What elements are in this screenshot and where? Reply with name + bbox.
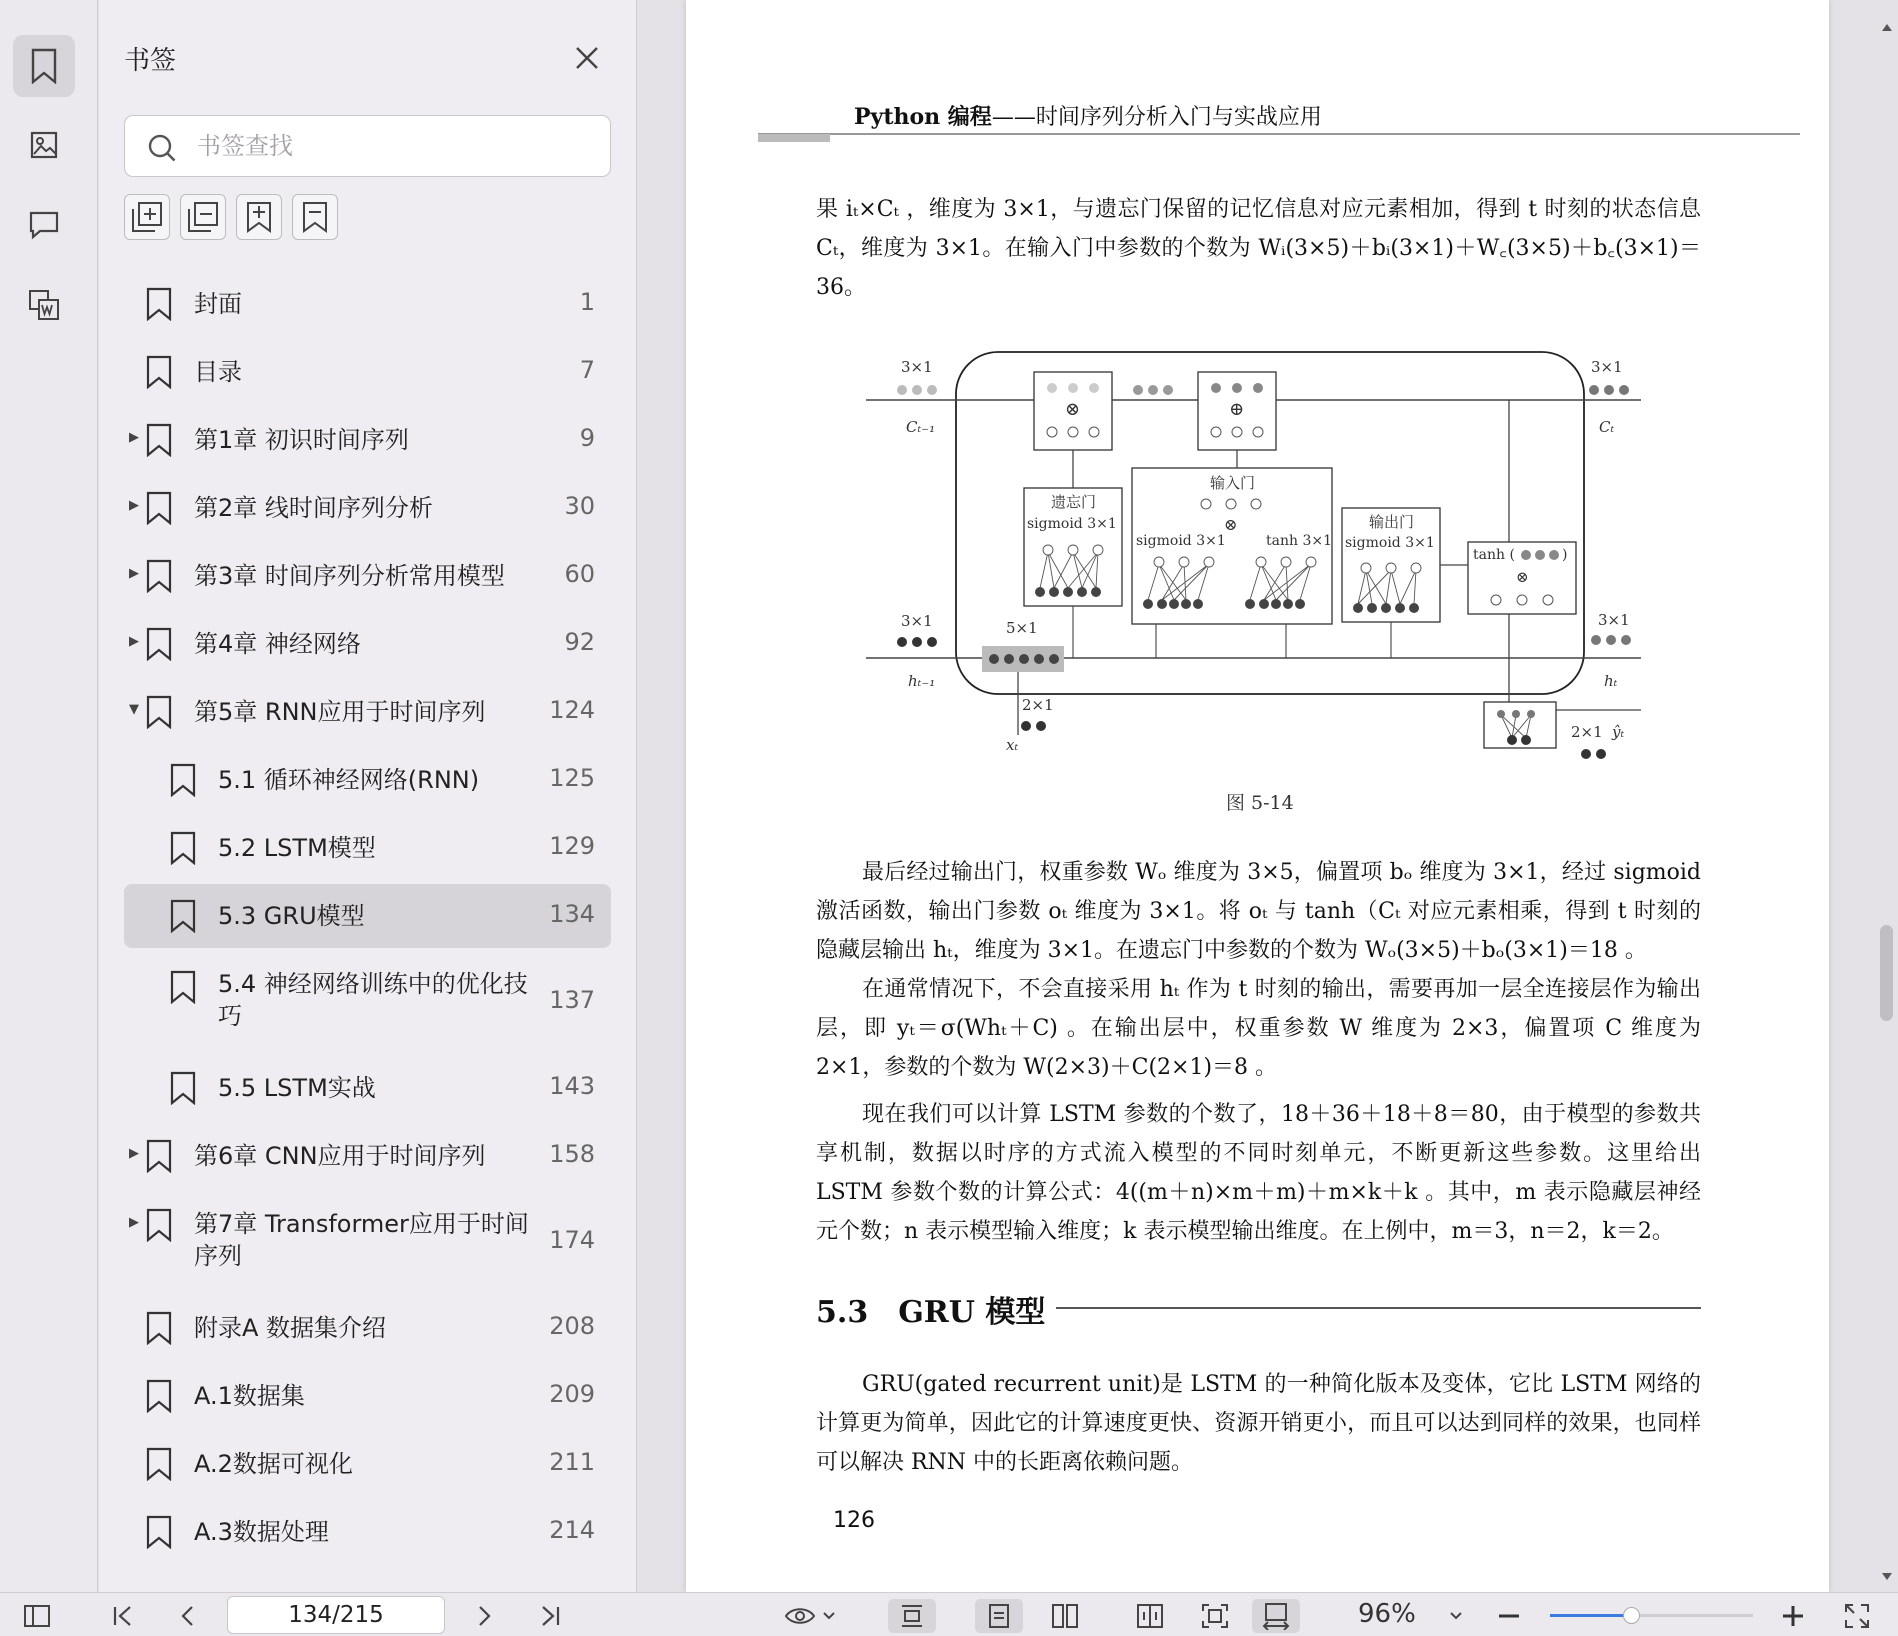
cell-out-dots [1589,385,1629,395]
running-head [854,100,1322,131]
first-page-button[interactable] [108,1599,138,1633]
panel-title: 书签 [124,46,177,76]
bookmark-label: A.1数据集 [194,1382,305,1410]
bookmark-icon [169,899,197,933]
bookmark-item[interactable] [124,474,611,542]
dim-label: 3×1 [901,358,933,376]
bookmark-page: 158 [549,1140,595,1168]
attachment-icon [27,288,61,322]
zoom-out-button[interactable] [1494,1599,1524,1633]
bookmark-label: 目录 [194,358,242,386]
tanh-label: tanh 3×1 [1266,533,1333,549]
bookmark-label: 第5章 RNN应用于时间序列 [194,698,486,726]
bookmark-item[interactable] [124,678,611,746]
bookmark-icon [169,763,197,797]
image-icon [29,130,59,160]
bookmark-page: 129 [549,832,595,860]
thumbnails-tab[interactable] [13,114,75,176]
bookmark-page: 208 [549,1312,595,1340]
fit-width-button[interactable] [1252,1599,1300,1633]
zoom-in-button[interactable] [1778,1599,1808,1633]
bookmark-label: 第7章 Transformer应用于时间序列 [194,1210,529,1270]
bookmark-icon [145,559,173,593]
section-heading: 5.3 GRU 模型 [816,1295,1046,1330]
multiply-icon: ⊗ [1065,399,1081,420]
bookmark-icon [145,287,173,321]
page-number-input[interactable]: 134/215 [227,1596,445,1634]
dim-label: 3×1 [1598,611,1630,629]
zoom-slider-fill [1550,1614,1631,1617]
multiply-top-dots [1047,383,1099,393]
bookmark-icon [145,423,173,457]
bookmark-icon [169,970,197,1004]
between-dots [1133,385,1173,395]
add-bookmark-button[interactable] [236,194,282,240]
next-page-button[interactable] [470,1599,500,1633]
expand-all-button[interactable] [124,194,170,240]
bookmark-item[interactable] [124,1190,611,1294]
bookmark-page: 214 [549,1516,595,1544]
double-page-icon [1051,1603,1079,1629]
bookmark-label: 附录A 数据集介绍 [194,1314,387,1342]
expand-arrow-icon[interactable]: ▶ [129,566,139,581]
scroll-down-icon[interactable] [1881,1572,1893,1582]
bookmark-search-input[interactable] [197,128,587,164]
tanh-multiply: ⊗ [1516,568,1529,586]
bookmark-item[interactable] [124,950,611,1054]
bookmark-item[interactable] [124,814,611,882]
bookmark-item[interactable] [124,1294,611,1362]
expand-arrow-icon[interactable]: ▶ [129,1215,139,1230]
expand-arrow-icon[interactable]: ▶ [129,1146,139,1161]
close-panel-button[interactable] [573,44,601,72]
bookmark-panel [99,0,637,1592]
paragraph: 最后经过输出门，权重参数 Wₒ 维度为 3×5，偏置项 bₒ 维度为 3×1，经过 sigmoid 激活函数，输出门参数 oₜ 维度为 3×1。将 oₜ 与 tanh（Cₜ 对应元素相乘，得到 t 时刻的隐藏层输出 hₜ，维度为 3×1。在遗忘门中参数的个数为 Wₒ(3×5)＋bₒ(3×1)＝18 。 [816,860,1701,963]
scrollbar-thumb[interactable] [1880,925,1893,1021]
search-icon [147,133,177,163]
bookmark-label: 5.2 LSTM模型 [218,834,376,862]
h-t-label: hₜ [1604,672,1618,690]
double-page-button[interactable] [1045,1599,1085,1633]
bookmark-page: 124 [549,696,595,724]
dense-top-dots [1497,710,1535,718]
zoom-level[interactable]: 96% [1358,1599,1416,1629]
zoom-slider[interactable] [1550,1614,1753,1617]
first-page-icon [112,1604,134,1628]
bookmark-label: 第1章 初识时间序列 [194,426,409,454]
fullscreen-icon [1844,1603,1870,1629]
fit-height-icon [899,1603,925,1629]
bookmark-label: 第2章 线时间序列分析 [194,494,433,522]
bookmark-page: 9 [579,424,595,452]
dim-label: 2×1 [1571,723,1603,741]
tanh-close: ) [1562,547,1568,563]
bookmark-label: 5.4 神经网络训练中的优化技巧 [218,970,528,1030]
lstm-diagram [856,340,1656,770]
zoom-dropdown-button[interactable] [1444,1599,1468,1633]
bookmark-page: 1 [579,288,595,316]
bookmark-item[interactable] [124,1122,611,1190]
bookmark-item[interactable] [124,270,611,338]
expand-arrow-icon[interactable]: ▶ [129,634,139,649]
bookmark-page: 30 [564,492,595,520]
fit-width-icon [1262,1602,1290,1630]
bookmark-item-active[interactable] [124,884,611,948]
bookmark-label: 第3章 时间序列分析常用模型 [194,562,505,590]
tanh-dots [1521,550,1559,560]
dim-label: 3×1 [1591,358,1623,376]
bookmark-page: 209 [549,1380,595,1408]
chevron-down-icon [1449,1611,1463,1621]
comments-tab[interactable] [13,194,75,256]
sigmoid-label: sigmoid 3×1 [1136,533,1226,549]
header-rule [758,133,1800,135]
single-page-icon [987,1603,1011,1629]
sidebar-toggle-button[interactable] [20,1599,54,1633]
eye-icon [784,1605,816,1627]
bookmark-item[interactable] [124,406,611,474]
collapse-all-icon [187,201,219,233]
zoom-slider-knob[interactable] [1623,1607,1640,1624]
forget-gate-label: 遗忘门 [1051,493,1097,511]
y-dots [1581,749,1606,759]
paragraph: 现在我们可以计算 LSTM 参数的个数了，18＋36＋18＋8＝80，由于模型的参数共享机制，数据以时序的方式流入模型的不同时刻单元，不断更新这些参数。这里给出 LSTM 参数个数的计算公式：4((m＋n)×m＋m)＋m×k＋k 。其中，m 表示隐藏层神经元个数；n 表示模型输入维度；k 表示模型输出维度。在上例中，m＝3，n＝2，k＝2。 [816,1102,1701,1244]
running-head-rest: ——时间序列分析入门与实战应用 [991,105,1322,130]
figure-caption: 图 5-14 [1226,792,1294,814]
bookmarks-tab[interactable] [13,35,75,97]
last-page-button[interactable] [535,1599,565,1633]
dense-layer-box [1484,702,1556,748]
section-rule [1056,1307,1701,1309]
single-page-button[interactable] [975,1599,1023,1633]
bookmark-page: 143 [549,1072,595,1100]
bookmark-item[interactable] [124,746,611,814]
h-prev-label: hₜ₋₁ [908,672,936,690]
bookmark-icon [145,627,173,661]
next-page-icon [477,1604,493,1628]
bookmark-label: A.3数据处理 [194,1518,329,1546]
h-out-dots [1591,635,1631,645]
bookmark-item[interactable] [124,338,611,406]
add-icon: ⊕ [1229,399,1245,420]
icon-rail [0,0,98,1592]
bookmark-item[interactable] [124,542,611,610]
bookmark-label: 5.5 LSTM实战 [218,1074,376,1102]
bookmark-icon [169,1071,197,1105]
book-view-icon [1136,1603,1164,1629]
input-gate-multiply: ⊗ [1224,515,1238,534]
output-gate-label: 输出门 [1369,513,1415,531]
bookmark-page: 137 [549,986,595,1014]
fit-height-button[interactable] [888,1599,936,1633]
bookmark-item[interactable] [124,1362,611,1430]
expand-arrow-icon[interactable]: ▶ [129,430,139,445]
c-prev-label: Cₜ₋₁ [906,418,936,436]
bookmark-outline-icon [300,201,330,233]
bookmark-icon [145,1447,173,1481]
collapse-arrow-icon[interactable]: ▼ [129,702,139,717]
bookmark-icon [145,695,173,729]
bottom-toolbar [0,1592,1898,1636]
comment-icon [28,210,60,240]
x-dots [1021,721,1046,731]
header-rule-accent [758,134,830,142]
bookmark-page: 211 [549,1448,595,1476]
close-icon [573,44,601,72]
paragraph: GRU(gated recurrent unit)是 LSTM 的一种简化版本及变体，它比 LSTM 网络的计算更为简单，因此它的计算速度更快、资源开销更小，而且可以达到同样的效果，也同样可以解决 RNN 中的长距离依赖问题。 [816,1372,1701,1475]
x-t-label: xₜ [1006,736,1019,754]
view-mode-dropdown[interactable] [780,1599,840,1633]
bookmark-label: A.2数据可视化 [194,1450,353,1478]
input-gate-label: 输入门 [1210,474,1256,492]
bookmark-icon [145,1515,173,1549]
c-t-label: Cₜ [1599,418,1615,436]
dim-label: 2×1 [1022,696,1054,714]
add-bookmark-icon [244,201,274,233]
paragraph: 在通常情况下，不会直接采用 hₜ 作为 t 时刻的输出，需要再加一层全连接层作为输出层，即 yₜ＝σ(Whₜ＋C) 。在输出层中，权重参数 W 维度为 2×3，偏置项 C 维度为 2×1，参数的个数为 W(2×3)＋C(2×1)＝8 。 [816,977,1701,1080]
running-head-bold: Python 编程 [854,104,992,130]
paragraph: 果 iₜ×Cₜ ，维度为 3×1，与遗忘门保留的记忆信息对应元素相加，得到 t 时刻的状态信息 Cₜ，维度为 3×1。在输入门中参数的个数为 Wᵢ(3×5)＋bᵢ(3×1)＋W꜀(3×5)＋b꜀(3×1)＝36。 [816,197,1701,300]
dim-label: 3×1 [901,612,933,630]
add-top-dots [1211,383,1263,393]
bookmark-item[interactable] [124,610,611,678]
scroll-up-icon[interactable] [1881,22,1893,32]
bookmark-page: 92 [564,628,595,656]
bookmark-item[interactable] [124,1054,611,1122]
bookmark-page: 7 [579,356,595,384]
bookmark-label: 5.1 循环神经网络(RNN) [218,766,480,794]
prev-page-icon [179,1604,195,1628]
bookmark-label: 封面 [194,290,242,318]
bookmark-icon [145,1311,173,1345]
page-number: 126 [833,1508,875,1533]
fit-page-button[interactable] [1195,1599,1235,1633]
bookmark-item[interactable] [124,1430,611,1498]
bookmark-page: 134 [549,900,595,928]
bookmark-icon [169,831,197,865]
bookmark-label: 第6章 CNN应用于时间序列 [194,1142,486,1170]
bookmark-icon [145,1139,173,1173]
fullscreen-button[interactable] [1842,1599,1872,1633]
y-t-label: ŷₜ [1612,723,1625,741]
expand-all-icon [131,201,163,233]
bookmark-icon [29,48,59,84]
bookmark-icon [145,491,173,525]
prev-page-button[interactable] [172,1599,202,1633]
collapse-all-button[interactable] [180,194,226,240]
attachments-tab[interactable] [13,274,75,336]
zoom-in-icon [1781,1604,1805,1628]
expand-arrow-icon[interactable]: ▶ [129,498,139,513]
sigmoid-label: sigmoid 3×1 [1027,516,1117,532]
fit-page-icon [1201,1603,1229,1629]
bookmark-page: 125 [549,764,595,792]
zoom-out-icon [1497,1604,1521,1628]
dim-label: 5×1 [1006,619,1038,637]
bookmark-icon [145,1379,173,1413]
sigmoid-label: sigmoid 3×1 [1345,535,1435,551]
bookmark-page: 174 [549,1226,595,1254]
bookmark-label: 第4章 神经网络 [194,630,361,658]
remove-bookmark-button[interactable] [292,194,338,240]
last-page-icon [539,1604,561,1628]
bookmark-icon [145,355,173,389]
bookmark-icon [145,1208,173,1242]
h-prev-dots [897,637,937,647]
sidebar-toggle-icon [23,1604,51,1628]
vertical-scrollbar[interactable] [1876,0,1898,1592]
tanh-open: tanh ( [1473,547,1515,563]
book-view-button[interactable] [1130,1599,1170,1633]
pdf-page [686,0,1829,1592]
chevron-down-icon [822,1611,836,1621]
bookmark-page: 60 [564,560,595,588]
bookmark-item[interactable] [124,1498,611,1566]
cell-prev-dots [897,385,937,395]
document-viewport[interactable] [637,0,1898,1592]
bookmark-label: 5.3 GRU模型 [218,902,365,930]
bookmark-search [124,115,611,177]
